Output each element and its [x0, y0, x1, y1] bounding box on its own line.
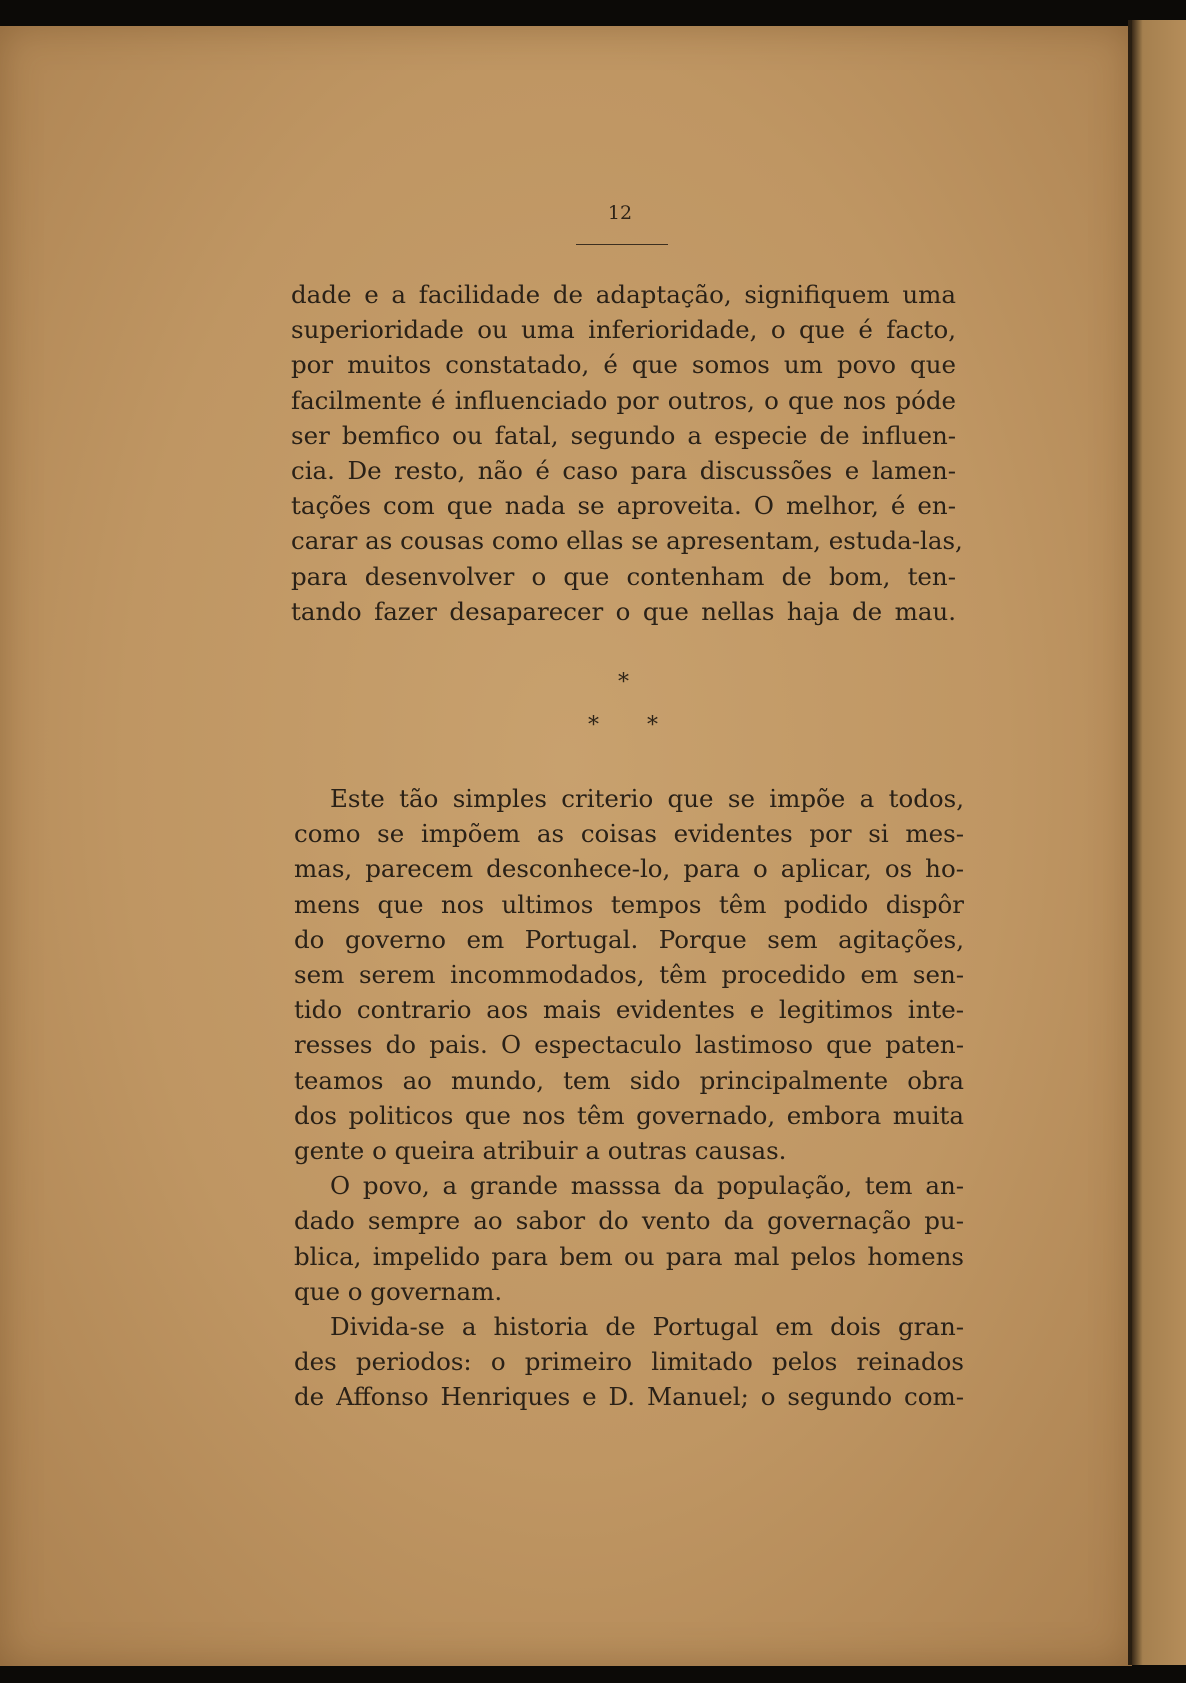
- text-line: dade e a facilidade de adaptação, signifiquem uma: [291, 280, 956, 309]
- body-section: [294, 781, 964, 1415]
- text-line: por muitos constatado, é que somos um povo que: [291, 350, 956, 380]
- text-line: superioridade ou uma inferioridade, o que é facto,: [291, 315, 956, 345]
- text-line: dos politicos que nos têm governado, embora muita: [294, 1100, 964, 1130]
- text-line: Este tão simples criterio que se impõe a todos,: [330, 784, 964, 813]
- header-rule: [576, 244, 668, 245]
- page-number: 12: [607, 202, 633, 224]
- text-line: cia. De resto, não é caso para discussões e lamen-: [291, 456, 956, 486]
- text-line: tido contrario aos mais evidentes e legitimos inte-: [294, 995, 964, 1025]
- text-line: do governo em Portugal. Porque sem agitações,: [294, 924, 964, 954]
- asterism-star: *: [647, 713, 658, 738]
- text-line: carar as cousas como ellas se apresentam, estuda-las,: [291, 526, 963, 556]
- text-line: des periodos: o primeiro limitado pelos reinados: [294, 1347, 964, 1377]
- text-line: gente o queira atribuir a outras causas.: [294, 1136, 787, 1166]
- asterism-star: *: [588, 713, 599, 738]
- text-line: mas, parecem desconhece-lo, para o aplicar, os ho-: [294, 854, 964, 884]
- text-line: resses do pais. O espectaculo lastimoso que paten-: [294, 1030, 964, 1060]
- text-line: O povo, a grande masssa da população, tem an-: [330, 1171, 964, 1201]
- text-line: para desenvolver o que contenham de bom, ten-: [291, 561, 956, 591]
- text-line: sem serem incommodados, têm procedido em sen-: [294, 960, 964, 990]
- text-line: teamos ao mundo, tem sido principalmente obra: [294, 1065, 964, 1095]
- text-line: que o governam.: [294, 1276, 503, 1306]
- text-line: facilmente é influenciado por outros, o que nos póde: [291, 385, 956, 415]
- text-line: dado sempre ao sabor do vento da governação pu-: [294, 1206, 964, 1236]
- text-line: blica, impelido para bem ou para mal pelos homens: [294, 1241, 964, 1271]
- text-line: tações com que nada se aproveita. O melhor, é en-: [291, 491, 956, 521]
- text-line: tando fazer desaparecer o que nellas haja de mau.: [291, 596, 956, 626]
- asterism-star: *: [618, 670, 629, 695]
- text-line: Divida-se a historia de Portugal em dois gran-: [330, 1312, 964, 1342]
- adjacent-page-edge: [1132, 20, 1186, 1665]
- paragraph-1: [291, 277, 963, 629]
- text-line: mens que nos ultimos tempos têm podido dispôr: [294, 889, 964, 919]
- text-line: como se impõem as coisas evidentes por si mes-: [294, 819, 964, 849]
- text-line: de Affonso Henriques e D. Manuel; o segundo com-: [294, 1382, 964, 1412]
- text-line: ser bemfico ou fatal, segundo a especie de influen-: [291, 420, 956, 450]
